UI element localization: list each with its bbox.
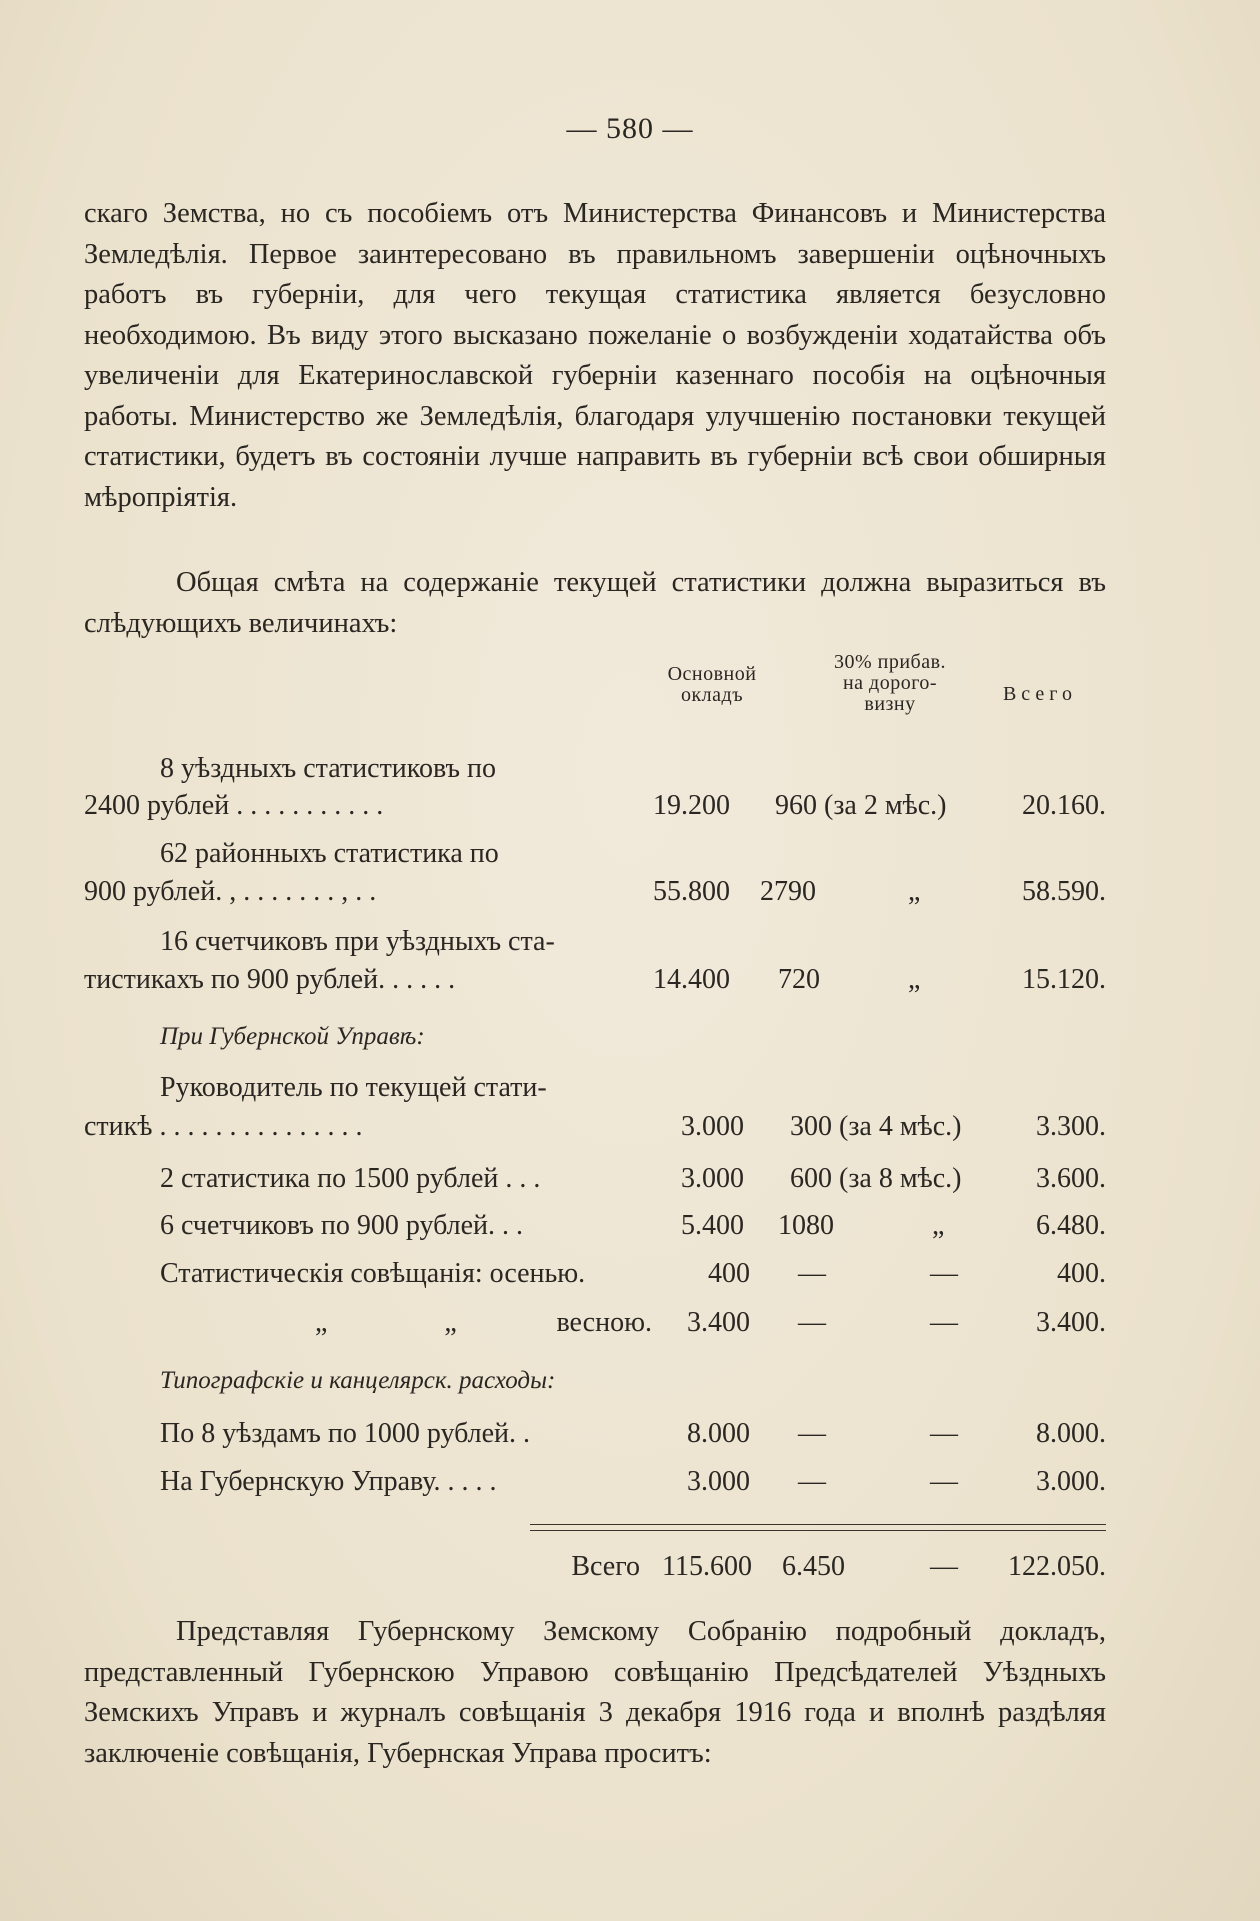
row-label: 6 счетчиковъ по 900 рублей. . . [160, 1210, 524, 1241]
header-cost-of-living: 30% прибав. на дорого- визну [833, 651, 947, 715]
total-rule [530, 1530, 1106, 1531]
row-base-value: 400 [708, 1258, 750, 1289]
row-extra-value: 960 (за 2 мѣс.) [775, 790, 947, 821]
row-extra-value: 300 (за 4 мѣс.) [790, 1111, 962, 1142]
row-extra-dash: — [930, 1418, 958, 1449]
row-total-value: 8.000. [1036, 1418, 1106, 1449]
row-total-value: 3.600. [1036, 1163, 1106, 1194]
row-base-value: 3.000 [681, 1163, 744, 1194]
row-label-line2: 900 рублей. , . . . . . . . , . . [84, 876, 377, 907]
row-extra-value: 720 [778, 964, 820, 995]
row-total-value: 3.000. [1036, 1466, 1106, 1497]
header-total: Всего [1002, 683, 1078, 705]
paragraph-request: Представляя Губернскому Земскому Собранію подробный докладъ, представленный Губернскою Управою совѣщанію Предсѣдателей Уѣздныхъ Земскихъ Управъ и журналъ совѣщанія 3 декабря 1916 года и вполнѣ раздѣляя заключеніе совѣщанія, Губернская Управа проситъ: [84, 1616, 1106, 1769]
row-extra-dash: — [930, 1466, 958, 1497]
row-total-value: 15.120. [1022, 964, 1106, 995]
row-base-value: 3.400 [687, 1307, 750, 1338]
grand-total-base: 115.600 [662, 1551, 752, 1582]
grand-total-dash: — [930, 1551, 958, 1582]
row-total-value: 400. [1057, 1258, 1106, 1289]
row-label-line2: стикѣ . . . . . . . . . . . . . . . [84, 1111, 363, 1142]
row-total-value: 6.480. [1036, 1210, 1106, 1241]
row-ditto-mark: „ [908, 964, 921, 995]
row-base-value: 3.000 [681, 1111, 744, 1142]
row-label-line2: 2400 рублей . . . . . . . . . . . [84, 790, 384, 821]
row-base-value: 5.400 [681, 1210, 744, 1241]
row-base-value: 3.000 [687, 1466, 750, 1497]
row-base-value: 19.200 [653, 790, 730, 821]
row-extra-dash: — [798, 1307, 826, 1338]
row-extra-dash: — [930, 1307, 958, 1338]
row-label: Статистическія совѣщанія: осенью. [160, 1258, 586, 1289]
row-extra-dash: — [798, 1466, 826, 1497]
grand-total-extra: 6.450 [782, 1551, 845, 1582]
row-extra-dash: — [798, 1418, 826, 1449]
row-label-line1: 16 счетчиковъ при уѣздныхъ ста- [160, 926, 555, 957]
section-heading-provincial-board: При Губернской Управѣ: [160, 1023, 425, 1050]
row-total-value: 3.300. [1036, 1111, 1106, 1142]
row-total-value: 58.590. [1022, 876, 1106, 907]
row-extra-value: 600 (за 8 мѣс.) [790, 1163, 962, 1194]
row-extra-value: 2790 [760, 876, 816, 907]
paragraph-budget-intro: Общая смѣта на содержаніе текущей статистики должна выразиться въ слѣдующихъ величинахъ: [84, 567, 1106, 639]
row-label-line1: 8 уѣздныхъ статистиковъ по [160, 753, 496, 784]
row-label-line1: 62 районныхъ статистика по [160, 838, 499, 869]
row-base-value: 14.400 [653, 964, 730, 995]
header-base-salary: Основной окладъ [667, 663, 757, 706]
total-rule [530, 1524, 1106, 1525]
row-extra-dash: — [798, 1258, 826, 1289]
row-label-line2: тистикахъ по 900 рублей. . . . . . [84, 964, 456, 995]
grand-total-label: Всего [571, 1551, 640, 1582]
row-ditto-mark: „ [932, 1210, 945, 1241]
section-heading-printing-expenses: Типографскіе и канцелярск. расходы: [160, 1367, 556, 1394]
row-label: На Губернскую Управу. . . . . [160, 1466, 497, 1497]
row-total-value: 20.160. [1022, 790, 1106, 821]
row-total-value: 3.400. [1036, 1307, 1106, 1338]
row-label-line1: Руководитель по текущей стати- [160, 1072, 547, 1103]
row-label: 2 статистика по 1500 рублей . . . [160, 1163, 541, 1194]
row-ditto-mark: „ [908, 876, 921, 907]
row-label: По 8 уѣздамъ по 1000 рублей. . [160, 1418, 531, 1449]
paragraph-ministries: скаго Земства, но съ пособіемъ отъ Министерства Финансовъ и Министерства Земледѣлія. Первое заинтересовано въ правильномъ завершеніи оцѣночныхъ работъ въ губерніи, для чего текущая статистика является безусловно необходимою. Въ виду этого высказано пожеланіе о возбужденіи ходатайства объ увеличеніи для Екатеринославской губерніи казеннаго пособія на оцѣночныя работы. Министерство же Земледѣлія, благодаря улучшенію постановки текущей статистики, будетъ въ состояніи лучше направить въ губерніи всѣ свои обширныя мѣропріятія. [84, 198, 1106, 513]
grand-total-value: 122.050. [1008, 1551, 1106, 1582]
row-ditto-marks: „ „ [315, 1307, 457, 1338]
row-extra-dash: — [930, 1258, 958, 1289]
page-number: — 580 — [566, 112, 694, 145]
row-base-value: 55.800 [653, 876, 730, 907]
row-extra-value: 1080 [778, 1210, 834, 1241]
row-base-value: 8.000 [687, 1418, 750, 1449]
row-label: весною. [556, 1307, 652, 1338]
